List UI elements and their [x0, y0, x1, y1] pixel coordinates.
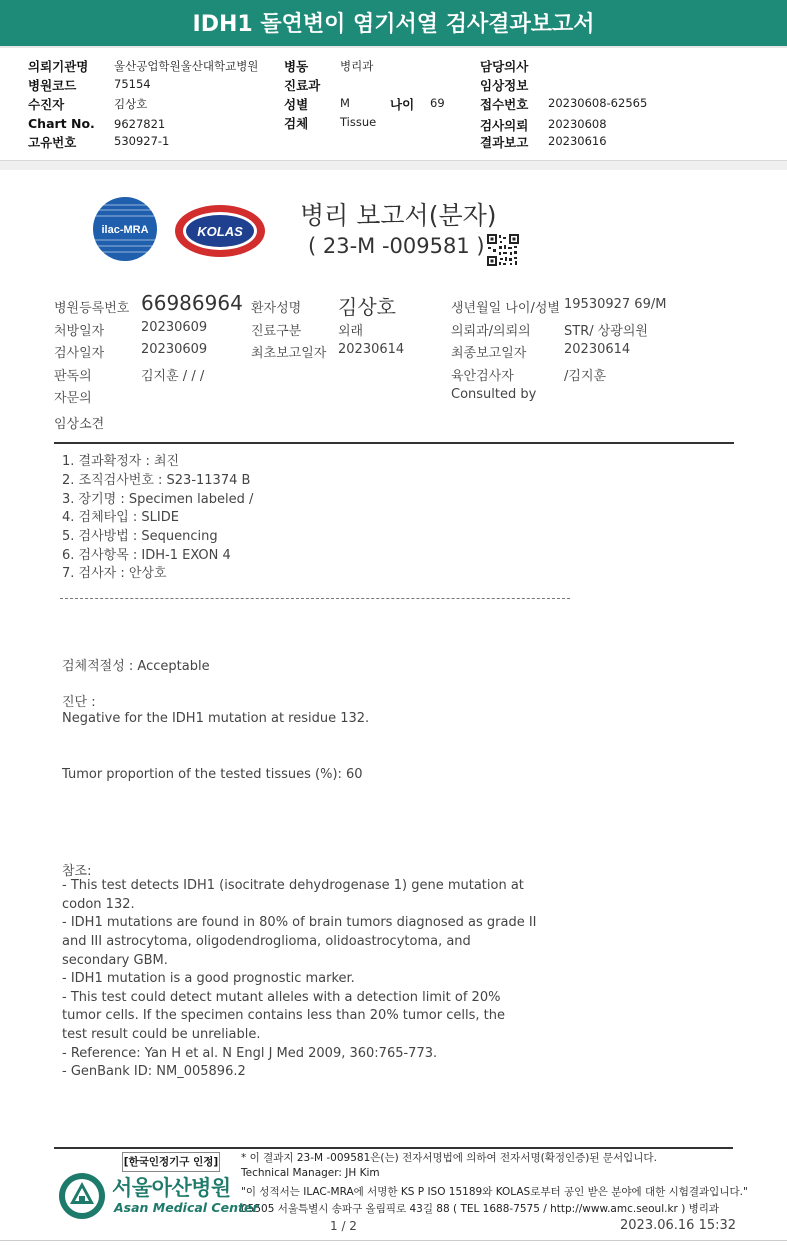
diagnosis-text: Negative for the IDH1 mutation at residue 132. — [62, 711, 370, 726]
visit-type-value: 외래 — [338, 324, 364, 339]
final-report-label: 최종보고일자 — [451, 346, 527, 361]
gross-examiner-label: 육안검사자 — [451, 369, 514, 384]
reg-no-value: 66986964 — [141, 291, 243, 315]
list-item: 5. 검사방법 : Sequencing — [62, 529, 218, 544]
reference-line: secondary GBM. — [62, 953, 168, 968]
tumor-proportion: Tumor proportion of the tested tissues (%): 60 — [62, 767, 363, 782]
hospital-address: 05505 서울특별시 송파구 올림픽로 43길 88 ( TEL 1688-7575 / http://www.amc.seoul.kr ) 병리과 — [241, 1203, 720, 1215]
consulted-by-label: Consulted by — [451, 387, 537, 402]
referring-dept-label: 의뢰과/의뢰의 — [451, 324, 531, 339]
reader-label: 판독의 — [54, 369, 92, 384]
list-item: 2. 조직검사번호 : S23-11374 B — [62, 473, 251, 488]
qr-code-icon — [487, 234, 519, 266]
test-date-value: 20230609 — [141, 342, 208, 357]
rx-date-label: 처방일자 — [54, 324, 105, 339]
kolas-logo-icon — [174, 204, 266, 258]
reg-no-label: 병원등록번호 — [54, 301, 130, 316]
result-label: 결과보고 — [480, 135, 529, 150]
chart-label: Chart No. — [28, 116, 95, 131]
sex-label: 성별 — [284, 97, 309, 112]
references-label: 참조: — [62, 864, 92, 879]
diagnosis-label: 진단 : — [62, 695, 96, 710]
reference-line: - IDH1 mutations are found in 80% of brain tumors diagnosed as grade II — [62, 915, 537, 930]
specimen-value: Tissue — [340, 115, 377, 129]
hospital-name-korean: 서울아산병원 — [112, 1176, 231, 1200]
dob-label: 생년월일 나이/성별 — [451, 301, 560, 316]
request-value: 20230608 — [548, 117, 607, 131]
dashed-divider — [60, 598, 570, 599]
report-title: 병리 보고서(분자) — [300, 201, 497, 230]
report-banner-title: IDH1 돌연변이 염기서열 검사결과보고서 — [0, 0, 787, 48]
institution-value: 울산공업학원울산대학교병원 — [114, 59, 259, 73]
reference-line: - IDH1 mutation is a good prognostic marker. — [62, 971, 355, 986]
age-label: 나이 — [390, 97, 415, 112]
amc-emblem-icon — [58, 1172, 106, 1220]
bottom-border — [0, 1240, 787, 1241]
reference-line: - Reference: Yan H et al. N Engl J Med 2009, 360:765-773. — [62, 1046, 438, 1061]
reference-line: codon 132. — [62, 897, 135, 912]
list-item: 7. 검사자 : 안상호 — [62, 566, 167, 581]
receipt-value: 20230608-62565 — [548, 96, 648, 110]
result-value: 20230616 — [548, 134, 607, 148]
specimen-adequacy: 검체적절성 : Acceptable — [62, 659, 210, 674]
final-report-value: 20230614 — [564, 342, 631, 357]
reference-line: tumor cells. If the specimen contains less than 20% tumor cells, the — [62, 1008, 505, 1023]
ward-value: 병리과 — [340, 59, 374, 73]
list-item: 1. 결과확정자 : 최진 — [62, 454, 180, 469]
patient-name-label: 환자성명 — [251, 301, 302, 316]
print-timestamp: 2023.06.16 15:32 — [620, 1218, 737, 1233]
reference-line: - GenBank ID: NM_005896.2 — [62, 1064, 246, 1079]
page-number: 1 / 2 — [330, 1219, 357, 1233]
hospital-code-label: 병원코드 — [28, 78, 77, 93]
reader-value: 김지훈 / / / — [141, 369, 205, 384]
reference-line: - This test could detect mutant alleles with a detection limit of 20% — [62, 990, 501, 1005]
first-report-label: 최초보고일자 — [251, 346, 327, 361]
consultant-label: 자문의 — [54, 391, 92, 406]
footer-divider — [54, 1147, 733, 1149]
institution-label: 의뢰기관명 — [28, 59, 89, 74]
report-number: ( 23-M -009581 ) — [308, 234, 485, 258]
list-item: 4. 검체타입 : SLIDE — [62, 510, 179, 525]
chart-value: 9627821 — [114, 117, 166, 131]
reference-line: test result could be unreliable. — [62, 1027, 261, 1042]
section-divider — [54, 442, 734, 444]
attending-label: 담당의사 — [480, 59, 529, 74]
svg-text:KOLAS: KOLAS — [197, 224, 243, 239]
test-date-label: 검사일자 — [54, 346, 105, 361]
sex-value: M — [340, 96, 350, 110]
hospital-name-english: Asan Medical Center — [114, 1200, 259, 1215]
ward-label: 병동 — [284, 59, 309, 74]
accreditation-label: [한국인정기구 인정] — [122, 1152, 220, 1172]
list-item: 6. 검사항목 : IDH-1 EXON 4 — [62, 548, 231, 563]
patient-name-value: 김상호 — [338, 295, 396, 319]
age-value: 69 — [430, 96, 445, 110]
dob-value: 19530927 69/M — [564, 297, 667, 312]
reference-line: - This test detects IDH1 (isocitrate dehydrogenase 1) gene mutation at — [62, 878, 524, 893]
unique-label: 고유번호 — [28, 135, 77, 150]
receipt-label: 접수번호 — [480, 97, 529, 112]
patient-label: 수진자 — [28, 97, 65, 112]
request-label: 검사의뢰 — [480, 118, 529, 133]
dept-label: 진료과 — [284, 78, 321, 93]
referring-dept-value: STR/ 상광의원 — [564, 324, 648, 339]
clinical-label: 임상정보 — [480, 78, 529, 93]
rx-date-value: 20230609 — [141, 320, 208, 335]
accreditation-note: "이 성적서는 ILAC-MRA에 서명한 KS P ISO 15189와 KOLAS로부터 공인 받은 분야에 대한 시험결과입니다." — [241, 1186, 748, 1198]
unique-value: 530927-1 — [114, 134, 170, 148]
reference-line: and III astrocytoma, oligodendroglioma, olidoastrocytoma, and — [62, 934, 471, 949]
specimen-label: 검체 — [284, 116, 309, 131]
svg-text:ilac-MRA: ilac-MRA — [101, 224, 149, 236]
clinical-opinion-label: 임상소견 — [54, 417, 105, 432]
gross-examiner-value: /김지훈 — [564, 369, 607, 384]
e-signature-note: * 이 결과지 23-M -009581은(는) 전자서명법에 의하여 전자서명(확정인증)된 문서입니다. — [241, 1152, 657, 1164]
patient-value: 김상호 — [114, 97, 148, 111]
header-separator — [0, 160, 787, 170]
hospital-code-value: 75154 — [114, 77, 151, 91]
ilac-mra-logo-icon — [92, 196, 158, 262]
list-item: 3. 장기명 : Specimen labeled / — [62, 492, 254, 507]
visit-type-label: 진료구분 — [251, 324, 302, 339]
first-report-value: 20230614 — [338, 342, 405, 357]
technical-manager: Technical Manager: JH Kim — [241, 1167, 380, 1179]
